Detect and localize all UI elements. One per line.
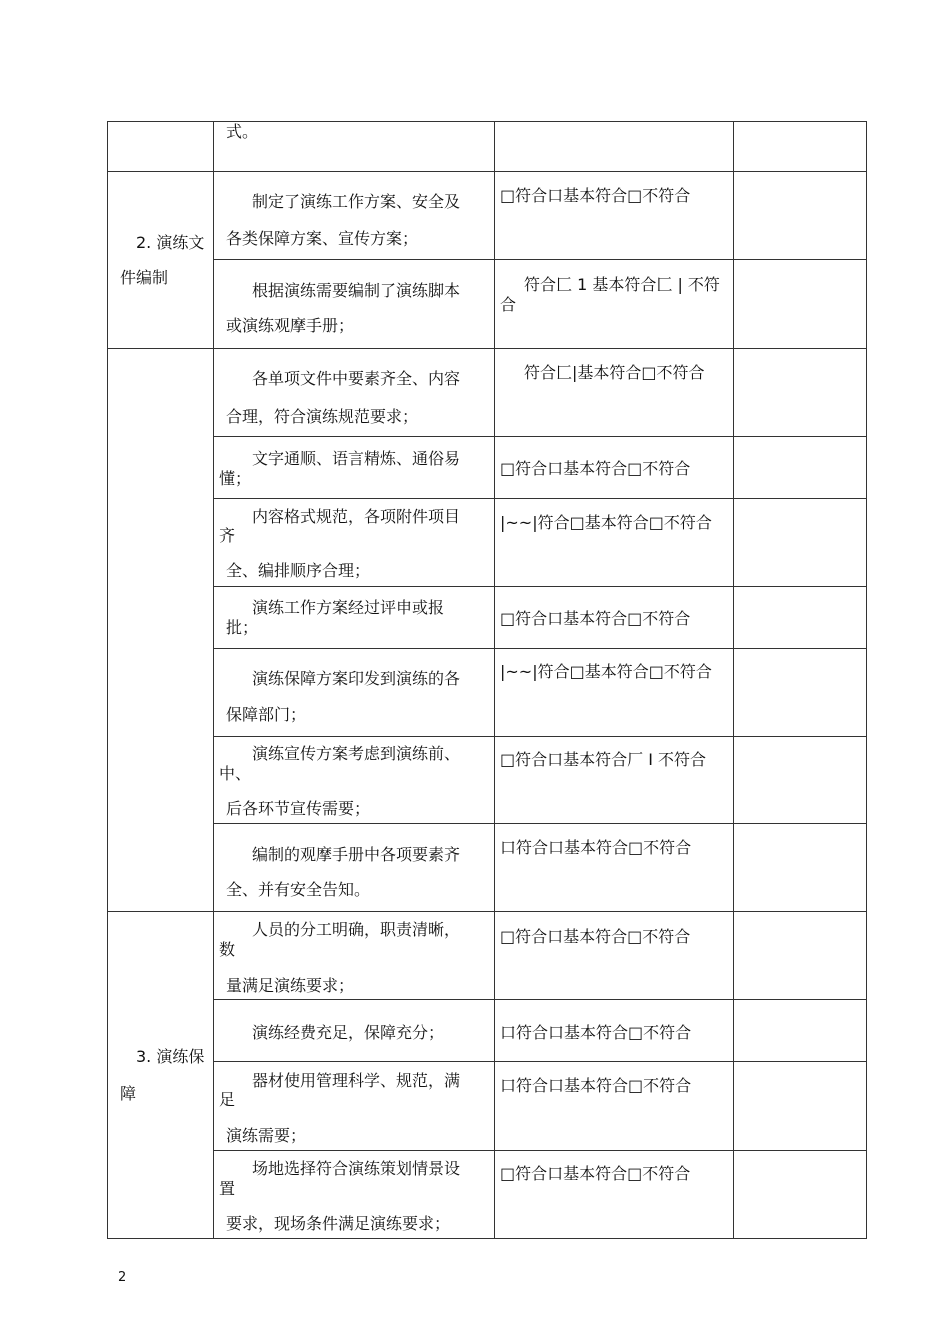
table-rule [213,586,867,587]
compliance-options: □符合口基本符合厂 I 不符合 [500,750,707,769]
item-description: 要求，现场条件满足演练要求； [226,1214,451,1233]
item-description: 演练工作方案经过评申或报 [252,598,445,617]
table-rule [213,1061,867,1062]
table-rule [107,911,867,912]
compliance-options: 合 [500,295,517,314]
item-description: 全、编排顺序合理； [226,561,371,580]
item-description: 保障部门； [226,705,307,724]
table-rule [213,259,867,260]
compliance-options: 口符合口基本符合□不符合 [500,838,692,857]
table-rule [213,736,867,737]
item-description: 场地选择符合演练策划情景设 [252,1159,461,1178]
page-number: 2 [118,1270,127,1285]
item-description: 全、并有安全告知。 [226,880,371,899]
item-description: 数 [219,940,236,959]
item-description: 各类保障方案、宣传方案； [226,229,419,248]
item-description: 或演练观摩手册； [226,316,355,335]
compliance-options: 符合匚 1 基本符合匚 | 不符 [524,275,720,294]
table-rule [107,348,867,349]
item-description: 置 [219,1179,236,1198]
compliance-options: |~~|符合□基本符合□不符合 [500,513,712,532]
item-description: 演练需要； [226,1126,307,1145]
item-description: 后各环节宣传需要； [226,799,371,818]
compliance-options: □符合口基本符合□不符合 [500,927,691,946]
item-description: 人员的分工明确，职责清晰， [252,920,461,939]
category-label: 件编制 [120,268,169,287]
item-description: 内容格式规范，各项附件项目 [252,507,461,526]
compliance-options: 口符合口基本符合□不符合 [500,1023,692,1042]
item-description: 演练经费充足，保障充分； [252,1023,445,1042]
item-description: 量满足演练要求； [226,976,355,995]
item-description: 齐 [219,526,236,545]
table-rule [107,121,867,122]
compliance-options: □符合口基本符合□不符合 [500,459,691,478]
table-rule [107,171,867,172]
item-description: 各单项文件中要素齐全、内容 [252,369,461,388]
compliance-options: □符合口基本符合□不符合 [500,1164,691,1183]
item-description: 器材使用管理科学、规范，满 [252,1071,461,1090]
table-column-rule [107,121,108,1239]
table-rule [213,1150,867,1151]
item-description: 足 [219,1090,236,1109]
item-description: 文字通顺、语言精炼、通俗易 [252,449,461,468]
table-column-rule [733,121,734,1239]
item-description: 制定了演练工作方案、安全及 [252,192,461,211]
category-label: 2. 演练文 [136,233,205,252]
compliance-options: 符合匚|基本符合□不符合 [524,363,705,382]
table-rule [213,648,867,649]
table-column-rule [494,121,495,1239]
compliance-options: |~~|符合□基本符合□不符合 [500,662,712,681]
table-rule [213,436,867,437]
item-description: 批； [226,618,259,637]
category-label: 3. 演练保 [136,1047,205,1066]
table-rule [213,999,867,1000]
table-rule [213,498,867,499]
item-description: 懂； [219,469,252,488]
item-description: 合理，符合演练规范要求； [226,407,419,426]
compliance-options: 口符合口基本符合□不符合 [500,1076,692,1095]
item-description: 根据演练需要编制了演练脚本 [252,281,461,300]
compliance-options: □符合口基本符合□不符合 [500,186,691,205]
table-column-rule [213,121,214,1239]
table-column-rule [866,121,867,1239]
table-rule [107,1238,867,1239]
category-label: 障 [120,1084,137,1103]
item-description: 中、 [219,764,252,783]
compliance-options: □符合口基本符合□不符合 [500,609,691,628]
item-description: 编制的观摩手册中各项要素齐 [252,845,461,864]
item-description: 演练保障方案印发到演练的各 [252,669,461,688]
item-description: 演练宣传方案考虑到演练前、 [252,744,461,763]
table-rule [213,823,867,824]
item-description: 式。 [226,122,259,141]
